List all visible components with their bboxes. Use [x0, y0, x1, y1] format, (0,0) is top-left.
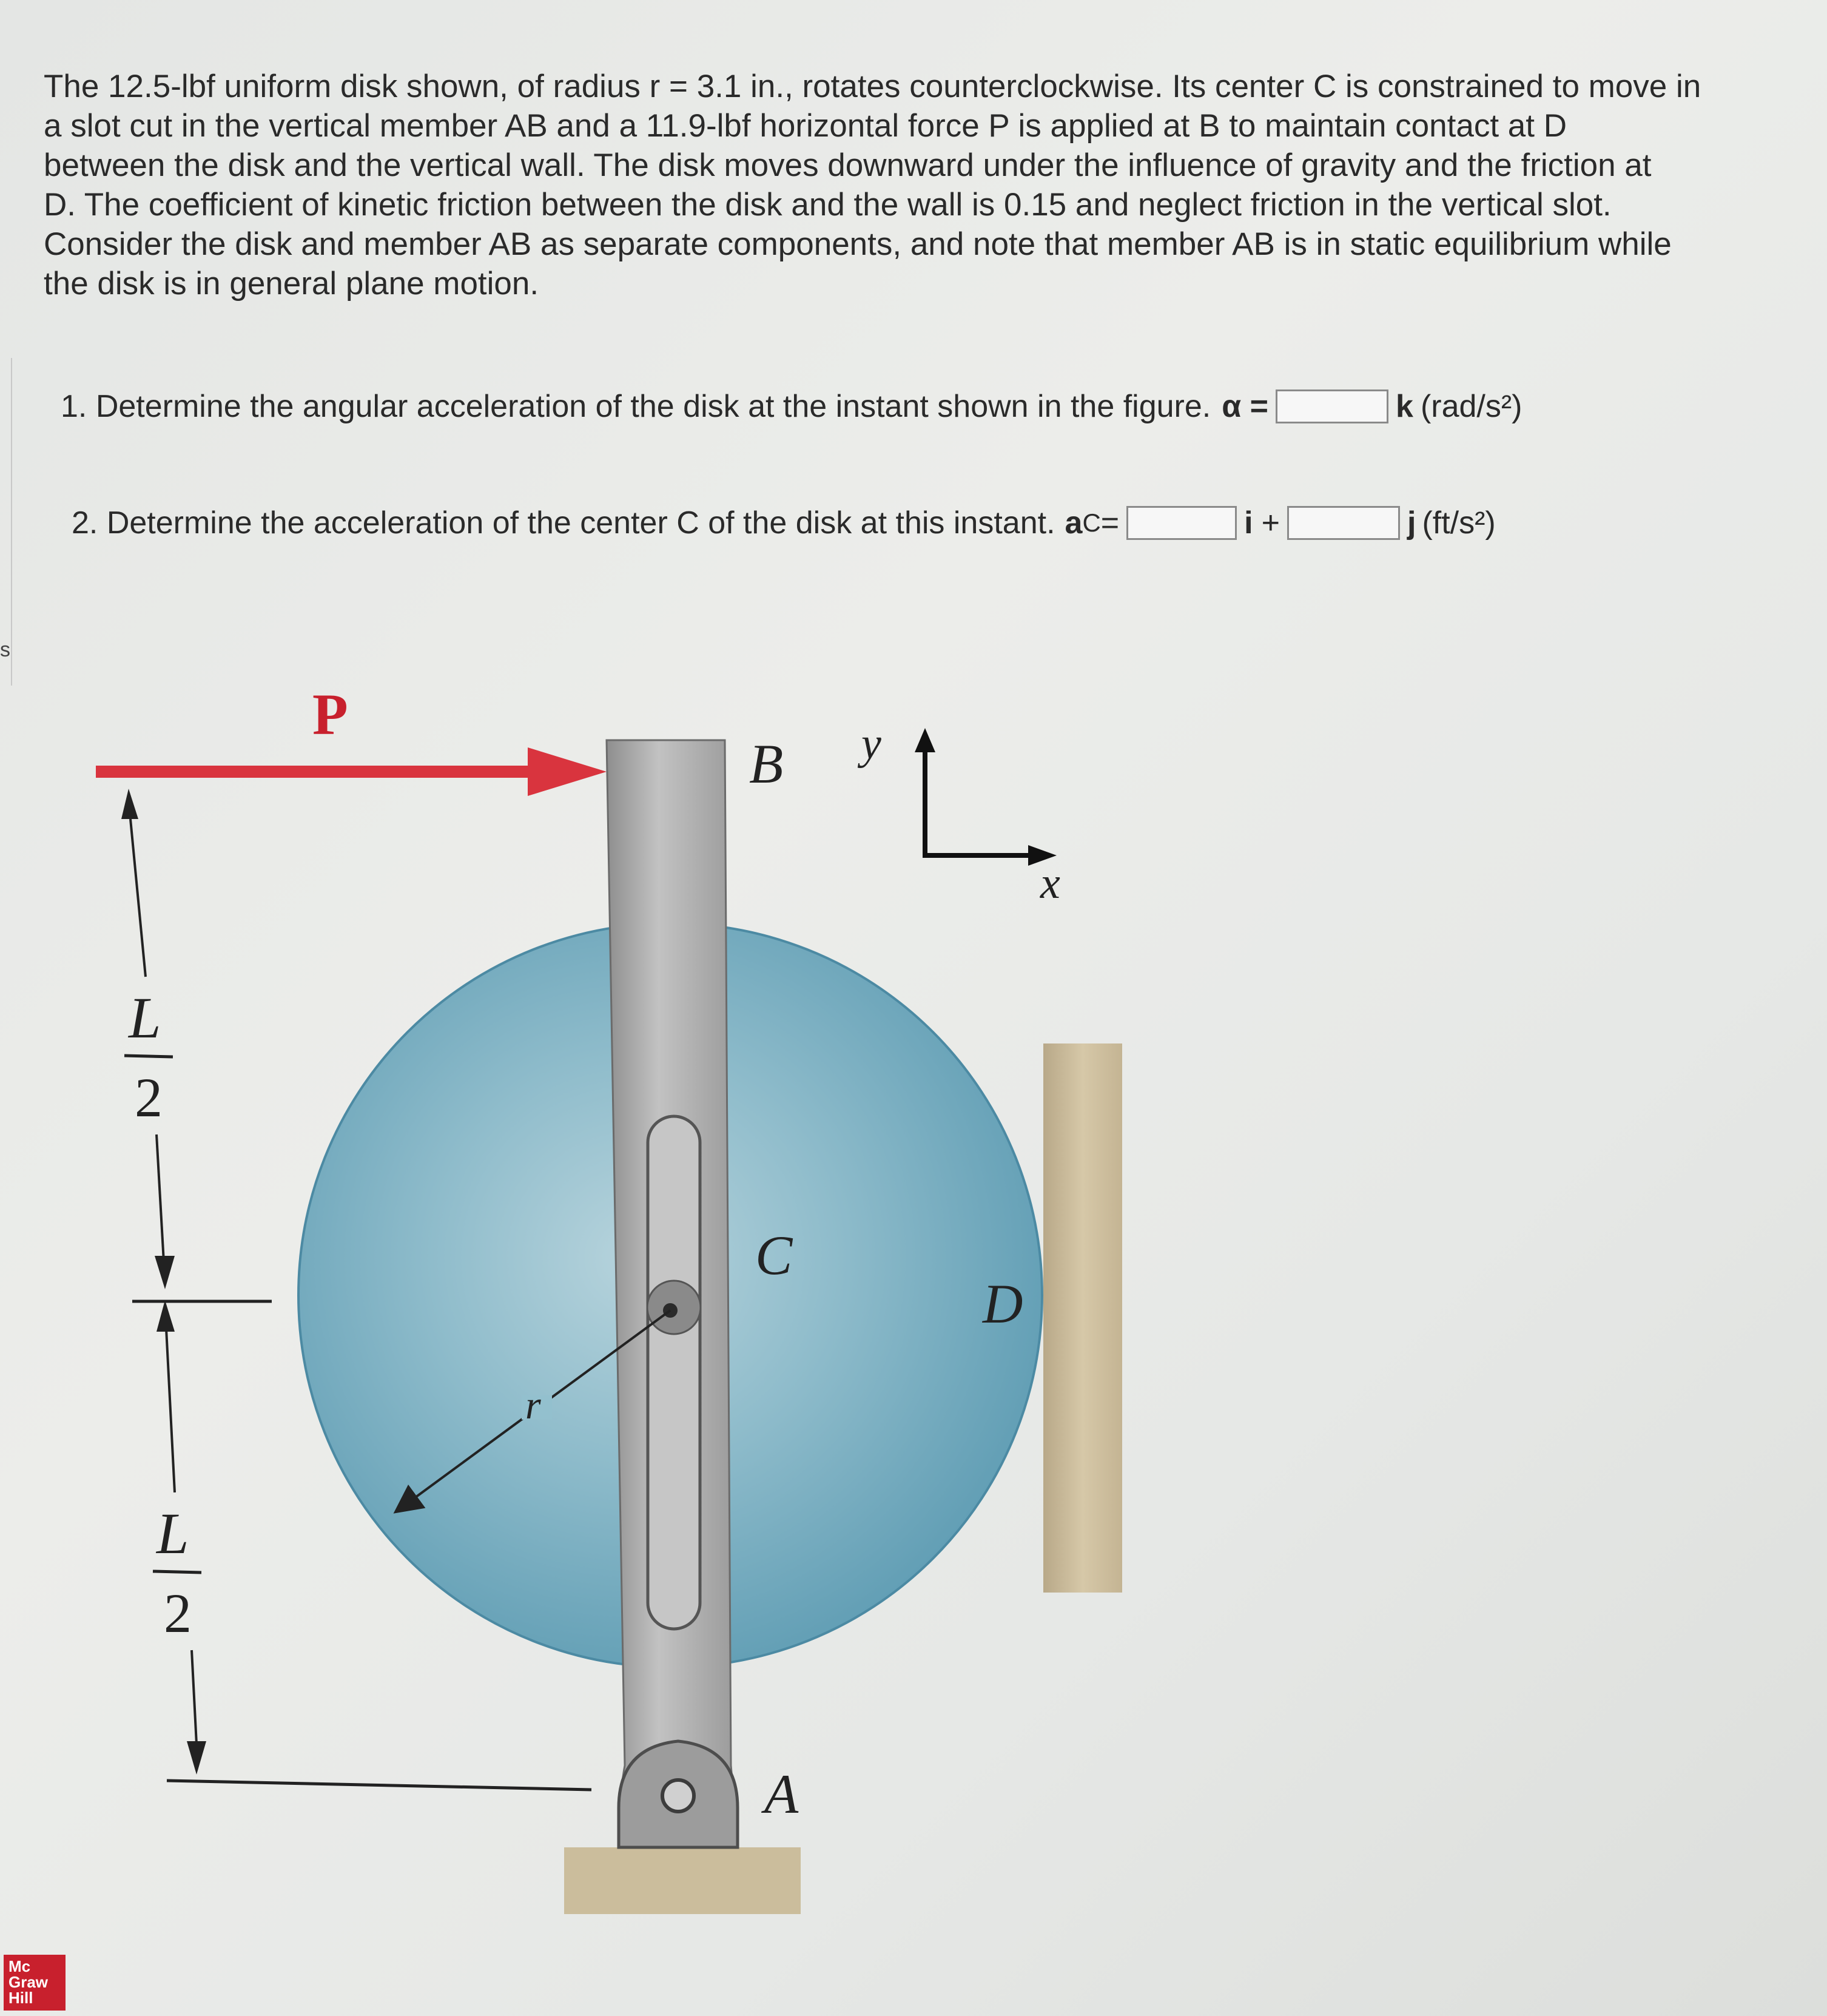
force-p-shaft [96, 766, 545, 778]
problem-line: D. The coefficient of kinetic friction between the disk and the wall is 0.15 and neglect friction in the vertical slot. [44, 187, 1612, 223]
left-panel-edge [0, 358, 12, 686]
dim-arrowhead-mid-up [156, 1300, 175, 1332]
logo-line: Mc [8, 1957, 31, 1975]
label-a: A [764, 1763, 799, 1825]
axis-y-arrowhead [915, 728, 935, 752]
pin-a [662, 1780, 694, 1812]
dim-line-top-segment [130, 819, 146, 977]
ac-i-answer-input[interactable] [1126, 506, 1237, 540]
dim-lower-numerator: L [156, 1501, 189, 1566]
dim-line-lower-lower-segment [192, 1650, 197, 1744]
problem-line: Consider the disk and member AB as separate components, and note that member AB is in static equilibrium while [44, 226, 1672, 262]
k-unit-vector: k [1396, 389, 1413, 424]
problem-line: The 12.5-lbf uniform disk shown, of radius r = 3.1 in., rotates counterclockwise. Its center C is constrained to move in [44, 69, 1701, 104]
question-1-text: 1. Determine the angular acceleration of the disk at the instant shown in the figure. [61, 389, 1211, 424]
label-d: D [983, 1273, 1023, 1335]
side-marker: s [0, 638, 10, 661]
plus-sign: + [1261, 505, 1280, 541]
dim-arrowhead-top [121, 789, 138, 819]
force-p-arrowhead [528, 747, 607, 796]
dim-arrowhead-mid-down [155, 1256, 175, 1289]
force-p-label: P [312, 682, 348, 747]
label-b: B [749, 733, 784, 795]
alpha-answer-input[interactable] [1276, 389, 1388, 423]
dim-upper-fraction-bar [124, 1056, 173, 1057]
alpha-symbol: α = [1222, 389, 1269, 424]
problem-line: the disk is in general plane motion. [44, 266, 539, 302]
dim-lower-fraction-bar [153, 1571, 201, 1573]
ac-j-answer-input[interactable] [1287, 506, 1400, 540]
ac-subscript: C [1082, 508, 1101, 537]
axis-x-label: x [1040, 858, 1060, 908]
logo-line: Graw [8, 1973, 49, 1991]
problem-line: between the disk and the vertical wall. The disk moves downward under the influence of gravity and the friction at [44, 147, 1652, 183]
dim-upper-denominator: 2 [135, 1067, 163, 1128]
j-unit-vector: j [1407, 505, 1416, 541]
mechanism-figure [0, 655, 1213, 1941]
question-1 [61, 388, 1522, 425]
dim-line-upper-lower-segment [156, 1134, 164, 1262]
dim-upper-numerator: L [129, 985, 161, 1050]
dim-line-lower-upper-segment [166, 1329, 175, 1492]
question-2-text: 2. Determine the acceleration of the center C of the disk at this instant. [72, 505, 1055, 541]
base-support [564, 1847, 801, 1914]
dim-bottom-extension [167, 1781, 591, 1790]
i-unit-vector: i [1244, 505, 1253, 541]
dim-lower-denominator: 2 [164, 1582, 192, 1644]
wall [1043, 1043, 1122, 1593]
axis-y-label: y [861, 719, 881, 769]
ac-equals: = [1100, 505, 1120, 541]
alpha-unit: (rad/s²) [1420, 389, 1522, 424]
question-2 [72, 505, 1496, 541]
ac-symbol: a [1065, 505, 1083, 541]
label-c: C [755, 1224, 793, 1286]
ac-unit: (ft/s²) [1422, 505, 1496, 541]
mcgraw-hill-logo [4, 1955, 66, 2011]
radius-label: r [525, 1383, 541, 1428]
slot [648, 1116, 700, 1629]
logo-line: Hill [8, 1989, 33, 2007]
problem-line: a slot cut in the vertical member AB and a 11.9-lbf horizontal force P is applied at B to maintain contact at D [44, 108, 1567, 144]
dim-arrowhead-bottom [187, 1741, 206, 1775]
problem-statement [44, 67, 1815, 303]
